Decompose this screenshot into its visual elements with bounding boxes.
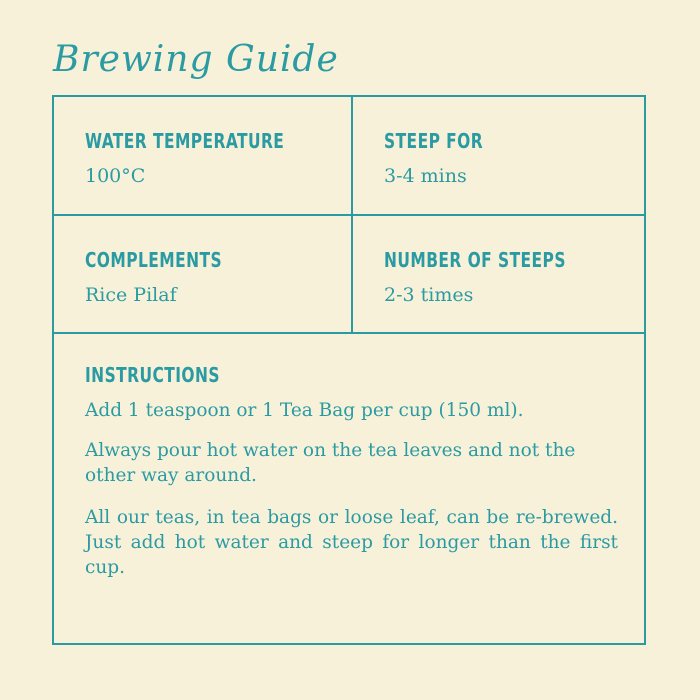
guide-row-2 [54,216,644,334]
instruction-paragraph-3: All our teas, in tea bags or loose leaf, can be re-brewed. Just add hot water and steep for longer than the first cup. [85,507,618,578]
water-temperature-label: WATER TEMPERATURE [85,129,285,153]
number-of-steeps-cell [353,216,644,332]
number-of-steeps-value: 2-3 times [384,284,474,306]
brewing-guide-table [52,95,646,645]
number-of-steeps-label: NUMBER OF STEEPS [384,248,566,272]
guide-row-1 [54,97,644,216]
instruction-paragraph-1: Add 1 teaspoon or 1 Tea Bag per cup (150 ml). [85,400,524,421]
instructions-section [54,334,644,643]
complements-label: COMPLEMENTS [85,248,223,272]
instruction-paragraph-2: Always pour hot water on the tea leaves and not the other way around. [85,440,576,486]
complements-value: Rice Pilaf [85,284,177,306]
instructions-label: INSTRUCTIONS [85,363,220,387]
steep-for-cell [353,97,644,214]
steep-for-label: STEEP FOR [384,129,484,153]
page-title: Brewing Guide [53,39,339,80]
water-temperature-value: 100°C [85,165,146,187]
complements-cell [54,216,353,332]
steep-for-value: 3-4 mins [384,165,467,187]
water-temperature-cell [54,97,353,214]
